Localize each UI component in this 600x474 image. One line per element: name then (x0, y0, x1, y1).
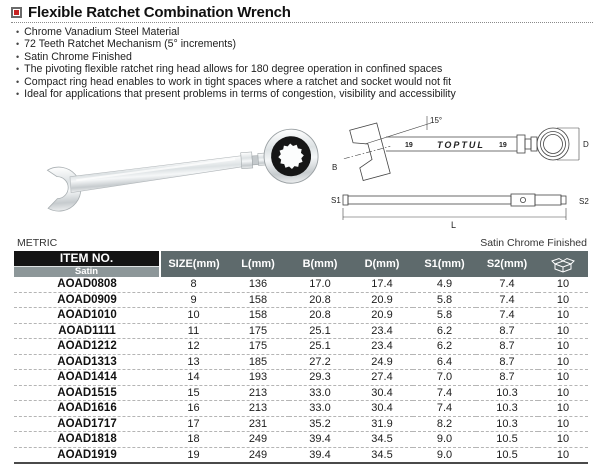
item-no-cell: AOAD1313 (14, 354, 160, 370)
value-cell: 10 (538, 401, 588, 417)
value-cell: 8.7 (476, 323, 538, 339)
dim-angle-label: 15° (430, 116, 443, 125)
value-cell: 8.2 (413, 416, 476, 432)
value-cell: 10 (538, 292, 588, 308)
dim-d-label: D (583, 140, 589, 149)
value-cell: 17.0 (289, 277, 351, 292)
table-row (14, 339, 588, 355)
bullet-dot: • (16, 39, 20, 50)
value-cell: 20.8 (289, 292, 351, 308)
value-cell: 6.2 (413, 323, 476, 339)
value-cell: 5.8 (413, 292, 476, 308)
feature-bullet-3 (16, 63, 591, 75)
value-cell: 10.5 (476, 447, 538, 463)
bullet-dot: • (16, 27, 20, 37)
value-cell: 9.0 (413, 432, 476, 448)
value-cell: 39.4 (289, 447, 351, 463)
value-cell: 231 (227, 416, 289, 432)
col-header-size: SIZE(mm) (160, 251, 227, 277)
feature-text: Chrome Vanadium Steel Material (24, 26, 180, 38)
item-no-cell: AOAD1111 (14, 323, 160, 339)
table-row (14, 323, 588, 339)
value-cell: 31.9 (351, 416, 413, 432)
value-cell: 213 (227, 385, 289, 401)
value-cell: 35.2 (289, 416, 351, 432)
table-row (14, 292, 588, 308)
feature-bullet-1 (16, 38, 591, 50)
value-cell: 6.4 (413, 354, 476, 370)
value-cell: 6.2 (413, 339, 476, 355)
dim-s1-label: S1 (331, 196, 341, 205)
value-cell: 23.4 (351, 323, 413, 339)
item-no-cell: AOAD0909 (14, 292, 160, 308)
value-cell: 30.4 (351, 401, 413, 417)
value-cell: 14 (160, 370, 227, 386)
col-header-s2: S2(mm) (476, 251, 538, 277)
value-cell: 10 (538, 339, 588, 355)
title-row (11, 3, 593, 23)
value-cell: 10.3 (476, 416, 538, 432)
table-row (14, 401, 588, 417)
item-no-cell: AOAD1515 (14, 385, 160, 401)
feature-bullet-2 (16, 51, 591, 63)
item-no-cell: AOAD1616 (14, 401, 160, 417)
feature-text: Ideal for applications that present problems in terms of congestion, visibility and accessibility (24, 88, 456, 101)
value-cell: 7.0 (413, 370, 476, 386)
value-cell: 13 (160, 354, 227, 370)
feature-bullet-4 (16, 76, 591, 88)
feature-text: 72 Teeth Ratchet Mechanism (5° increments) (24, 38, 237, 51)
feature-text: The pivoting flexible ratchet ring head allows for 180 degree operation in confined spaces (24, 63, 443, 76)
feature-text: Compact ring head enables to work in tight spaces where a ratchet and socket would not fit (24, 75, 452, 88)
value-cell: 10.3 (476, 401, 538, 417)
value-cell: 29.3 (289, 370, 351, 386)
value-cell: 249 (227, 432, 289, 448)
dim-l-label: L (451, 220, 457, 230)
col-header-b: B(mm) (289, 251, 351, 277)
item-no-header-label: ITEM NO. (14, 251, 159, 266)
value-cell: 9 (160, 292, 227, 308)
col-header-l: L(mm) (227, 251, 289, 277)
bullet-dot: • (16, 76, 20, 87)
value-cell: 34.5 (351, 447, 413, 463)
value-cell: 10 (538, 416, 588, 432)
bullet-dot: • (16, 64, 20, 75)
feature-list (16, 26, 591, 100)
value-cell: 9.0 (413, 447, 476, 463)
feature-bullet-5 (16, 88, 591, 100)
value-cell: 10 (538, 432, 588, 448)
table-row (14, 370, 588, 386)
value-cell: 7.4 (413, 401, 476, 417)
value-cell: 10.3 (476, 385, 538, 401)
table-row (14, 354, 588, 370)
value-cell: 158 (227, 308, 289, 324)
item-no-subheader-label: Satin (14, 266, 159, 277)
bullet-dot: • (16, 51, 20, 62)
col-header-s1: S1(mm) (413, 251, 476, 277)
value-cell: 8.7 (476, 354, 538, 370)
value-cell: 4.9 (413, 277, 476, 292)
brand-logo: TOPTUL (437, 140, 485, 150)
technical-drawing (331, 110, 594, 240)
value-cell: 10 (538, 370, 588, 386)
spec-table-body (14, 277, 588, 463)
item-no-cell: AOAD0808 (14, 277, 160, 292)
table-row (14, 308, 588, 324)
wrench-photo-group (44, 127, 321, 211)
value-cell: 185 (227, 354, 289, 370)
finish-label: Satin Chrome Finished (480, 237, 587, 249)
dim-s2-label: S2 (579, 197, 589, 206)
value-cell: 12 (160, 339, 227, 355)
table-row (14, 277, 588, 292)
value-cell: 11 (160, 323, 227, 339)
value-cell: 5.8 (413, 308, 476, 324)
spec-table (14, 251, 588, 464)
value-cell: 20.9 (351, 308, 413, 324)
value-cell: 25.1 (289, 323, 351, 339)
value-cell: 18 (160, 432, 227, 448)
table-row (14, 385, 588, 401)
value-cell: 249 (227, 447, 289, 463)
value-cell: 10 (160, 308, 227, 324)
table-row (14, 416, 588, 432)
value-cell: 8.7 (476, 339, 538, 355)
value-cell: 8.7 (476, 370, 538, 386)
value-cell: 10 (538, 308, 588, 324)
value-cell: 158 (227, 292, 289, 308)
value-cell: 8 (160, 277, 227, 292)
col-header-d: D(mm) (351, 251, 413, 277)
value-cell: 34.5 (351, 432, 413, 448)
feature-bullet-0 (16, 26, 591, 38)
value-cell: 175 (227, 323, 289, 339)
value-cell: 17 (160, 416, 227, 432)
value-cell: 30.4 (351, 385, 413, 401)
value-cell: 10 (538, 323, 588, 339)
value-cell: 175 (227, 339, 289, 355)
value-cell: 20.8 (289, 308, 351, 324)
item-no-cell: AOAD1717 (14, 416, 160, 432)
value-cell: 10 (538, 277, 588, 292)
item-no-cell: AOAD1212 (14, 339, 160, 355)
value-cell: 33.0 (289, 401, 351, 417)
value-cell: 33.0 (289, 385, 351, 401)
value-cell: 7.4 (476, 292, 538, 308)
metric-label: METRIC (17, 237, 58, 249)
value-cell: 7.4 (413, 385, 476, 401)
value-cell: 23.4 (351, 339, 413, 355)
value-cell: 213 (227, 401, 289, 417)
item-no-cell: AOAD1919 (14, 447, 160, 463)
table-row (14, 432, 588, 448)
item-no-cell: AOAD1010 (14, 308, 160, 324)
open-end-head-drawing (337, 121, 397, 184)
carton-icon (551, 256, 575, 273)
page-title: Flexible Ratchet Combination Wrench (28, 4, 291, 21)
value-cell: 10 (538, 385, 588, 401)
value-cell: 10.5 (476, 432, 538, 448)
item-no-cell: AOAD1818 (14, 432, 160, 448)
value-cell: 16 (160, 401, 227, 417)
value-cell: 10 (538, 447, 588, 463)
value-cell: 136 (227, 277, 289, 292)
value-cell: 10 (538, 354, 588, 370)
dim-b-label: B (332, 163, 338, 172)
table-row (14, 447, 588, 463)
feature-text: Satin Chrome Finished (24, 50, 132, 63)
value-cell: 15 (160, 385, 227, 401)
value-cell: 24.9 (351, 354, 413, 370)
value-cell: 25.1 (289, 339, 351, 355)
size-stamp-left: 19 (405, 142, 413, 149)
value-cell: 7.4 (476, 277, 538, 292)
value-cell: 20.9 (351, 292, 413, 308)
spec-table-header-row (14, 251, 588, 277)
bullet-dot: • (16, 89, 20, 100)
value-cell: 17.4 (351, 277, 413, 292)
item-no-header (14, 251, 160, 277)
value-cell: 27.4 (351, 370, 413, 386)
value-cell: 19 (160, 447, 227, 463)
item-no-cell: AOAD1414 (14, 370, 160, 386)
product-photo (6, 112, 330, 230)
value-cell: 193 (227, 370, 289, 386)
value-cell: 39.4 (289, 432, 351, 448)
section-marker-icon (11, 7, 22, 18)
size-stamp-right: 19 (499, 142, 507, 149)
value-cell: 7.4 (476, 308, 538, 324)
col-header-qty (538, 251, 588, 277)
value-cell: 27.2 (289, 354, 351, 370)
